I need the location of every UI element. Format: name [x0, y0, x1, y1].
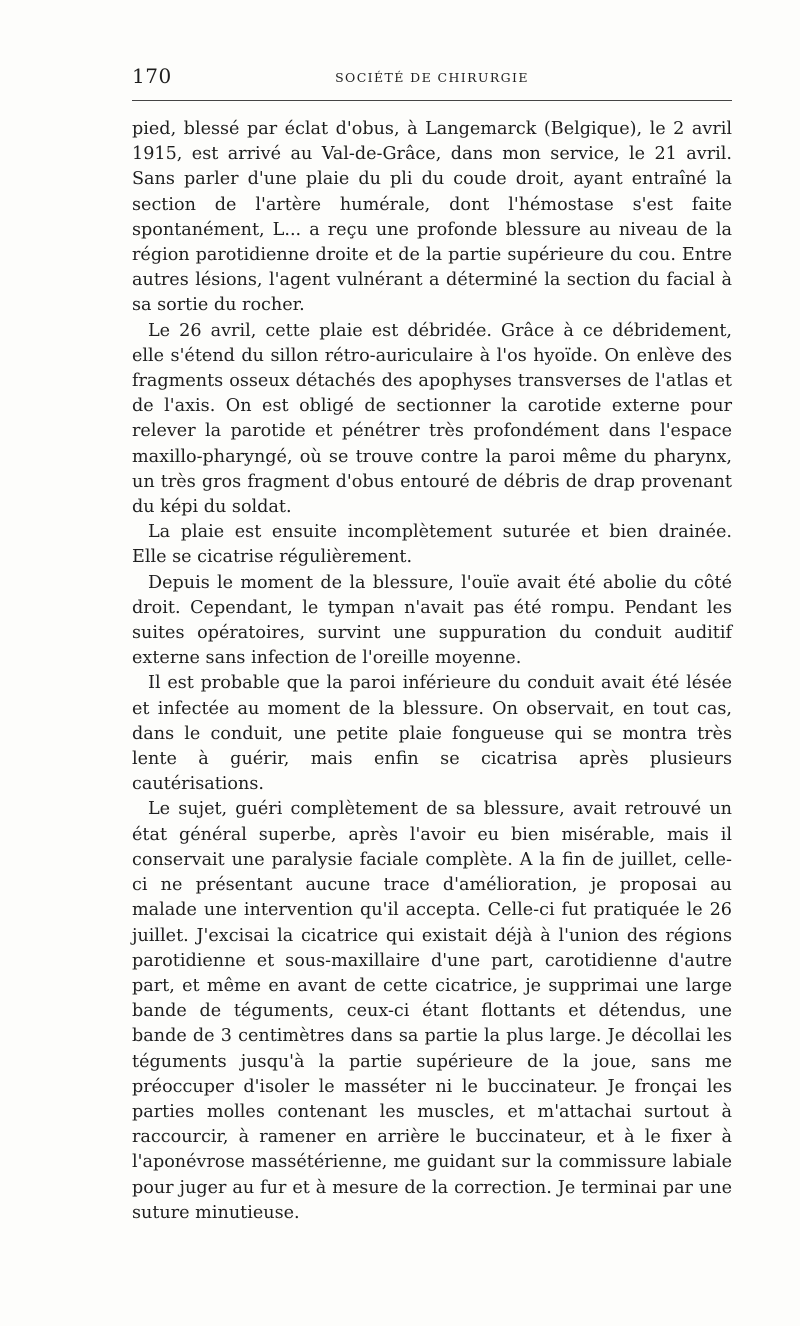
paragraph: Le sujet, guéri complètement de sa blessure, avait retrouvé un état général superbe, après l'avoir eu bien misérable, mais il conservait une paralysie faciale complète. A la fin de juillet, celle-ci ne présentant aucune trace d'amélioration, je proposai au malade une intervention qu'il accepta. Celle-ci fut pratiquée le 26 juillet. J'excisai la cicatrice qui existait déjà à l'union des régions parotidienne et sous-maxillaire d'une part, carotidienne d'autre part, et même en avant de cette cicatrice, je supprimai une large bande de téguments, ceux-ci étant flottants et détendus, une bande de 3 centimètres dans sa partie la plus large. Je décollai les téguments jusqu'à la partie supérieure de la joue, sans me préoccuper d'isoler le masséter ni le buccinateur. Je fronçai les parties molles contenant les muscles, et m'attachai surtout à raccourcir, à ramener en arrière le buccinateur, et à le fixer à l'aponévrose massétérienne, me guidant sur la commissure labiale pour juger au fur et à mesure de la correction. Je terminai par une suture minutieuse. — [132, 799, 732, 1223]
body-text — [132, 117, 732, 1226]
paragraph: Le 26 avril, cette plaie est débridée. Grâce à ce débridement, elle s'étend du sillon rétro-auriculaire à l'os hyoïde. On enlève des fragments osseux détachés des apophyses transverses de l'atlas et de l'axis. On est obligé de sectionner la carotide externe pour relever la parotide et pénétrer très profondément dans l'espace maxillo-pharyngé, où se trouve contre la paroi même du pharynx, un très gros fragment d'obus entouré de débris de drap provenant du képi du soldat. — [132, 320, 732, 518]
paragraph: La plaie est ensuite incomplètement suturée et bien drainée. Elle se cicatrise régulièrement. — [132, 522, 732, 568]
running-title: SOCIÉTÉ DE CHIRURGIE — [335, 70, 529, 85]
header-rule — [132, 100, 732, 101]
running-head — [132, 62, 732, 96]
book-page — [132, 62, 732, 1226]
paragraph: Il est probable que la paroi inférieure du conduit avait été lésée et infectée au moment de la blessure. On observait, en tout cas, dans le conduit, une petite plaie fongueuse qui se montra très lente à guérir, mais enfin se cicatrisa après plusieurs cautérisations. — [132, 673, 732, 795]
paragraph-continued: pied, blessé par éclat d'obus, à Langemarck (Belgique), le 2 avril 1915, est arrivé au Val-de-Grâce, dans mon service, le 21 avril. Sans parler d'une plaie du pli du coude droit, ayant entraîné la section de l'artère humérale, dont l'hémostase s'est faite spontanément, L... a reçu une profonde blessure au niveau de la région parotidienne droite et de la partie supérieure du cou. Entre autres lésions, l'agent vulnérant a déterminé la section du facial à sa sortie du rocher. — [132, 119, 732, 316]
paragraph: Depuis le moment de la blessure, l'ouïe avait été abolie du côté droit. Cependant, le tympan n'avait pas été rompu. Pendant les suites opératoires, survint une suppuration du conduit auditif externe sans infection de l'oreille moyenne. — [132, 572, 732, 669]
page-number: 170 — [132, 64, 172, 88]
